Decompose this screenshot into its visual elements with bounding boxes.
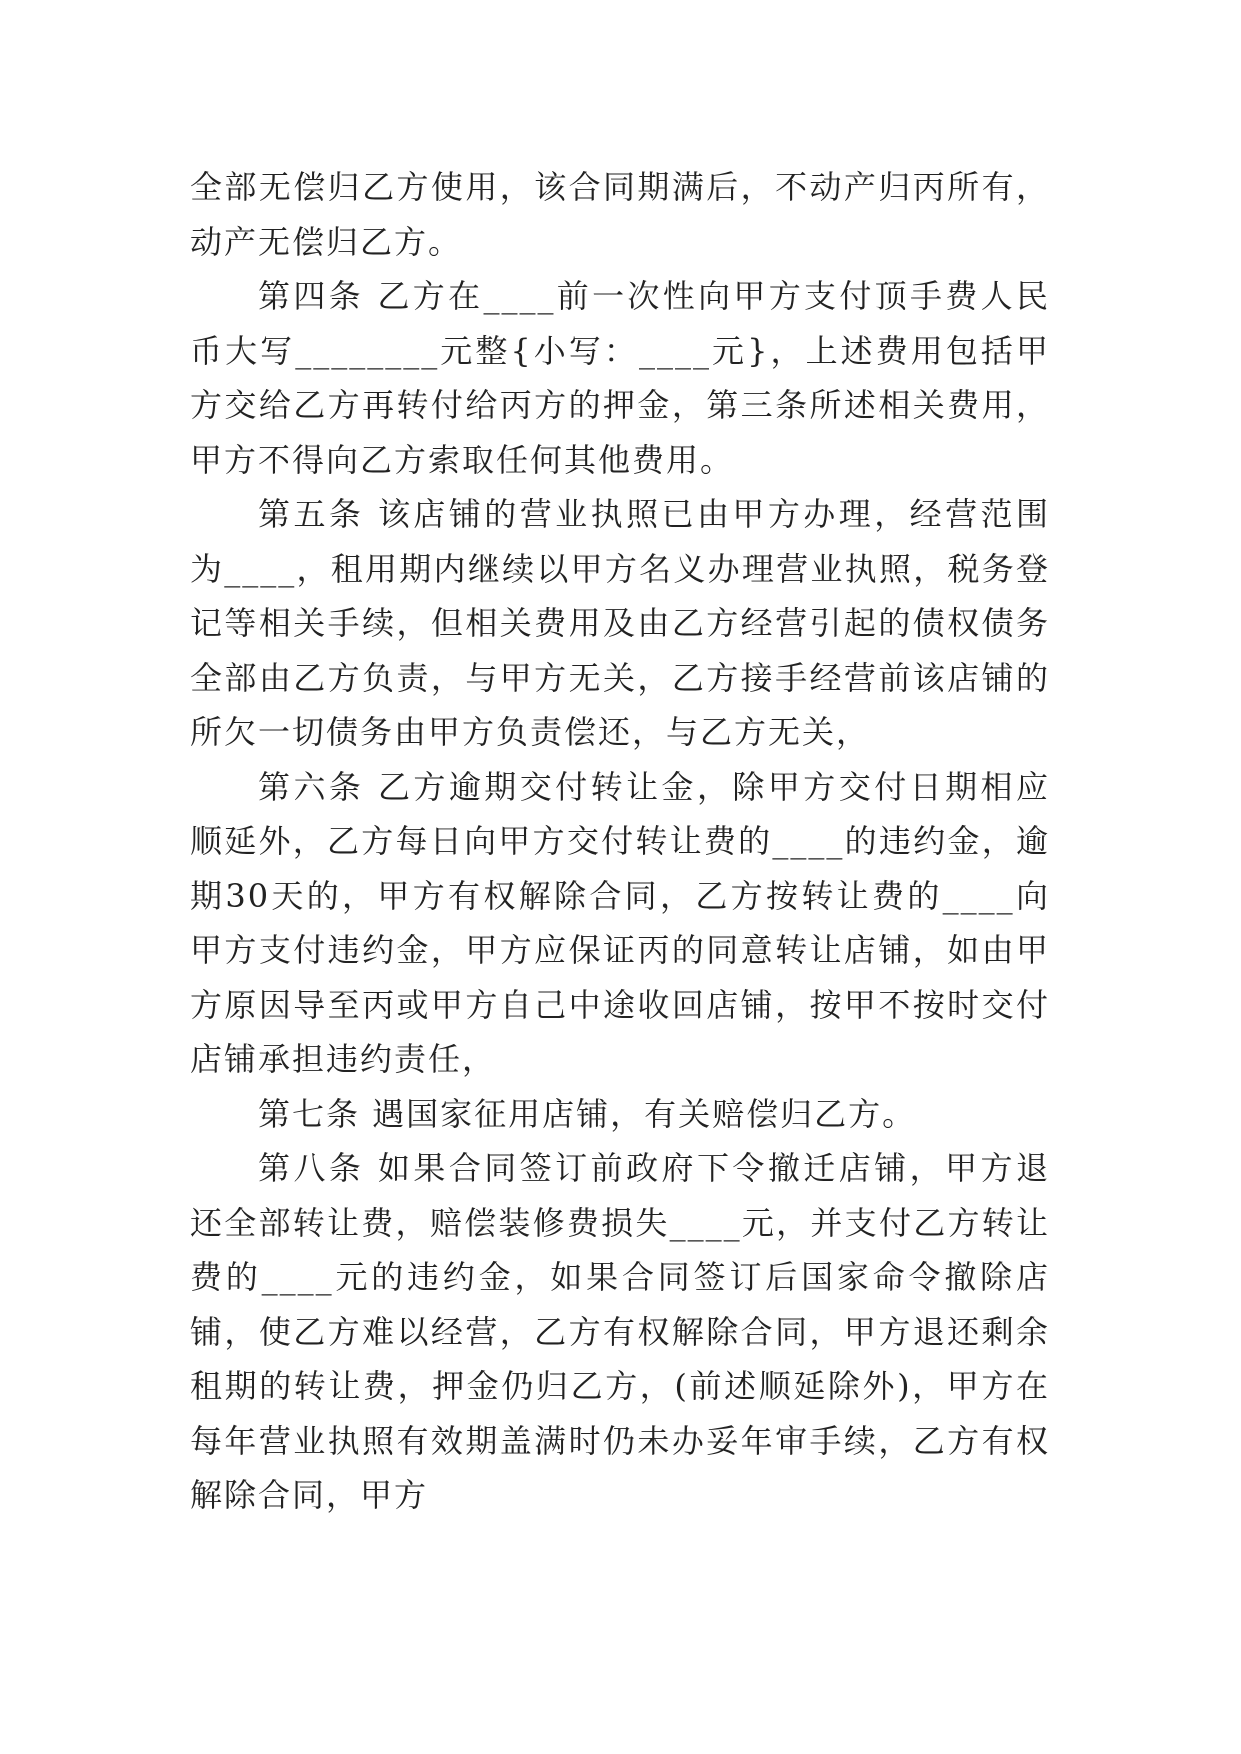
paragraph-article-5: 第五条 该店铺的营业执照已由甲方办理，经营范围为____，租用期内继续以甲方名义办理营业执照，税务登记等相关手续，但相关费用及由乙方经营引起的债权债务全部由乙方负责，与甲方无关，乙方接手经营前该店铺的所欠一切债务由甲方负责偿还，与乙方无关， bbox=[190, 495, 1050, 751]
paragraph-article-4: 第四条 乙方在____前一次性向甲方支付顶手费人民币大写________元整{小写：____元}，上述费用包括甲方交给乙方再转付给丙方的押金，第三条所述相关费用，甲方不得向乙方索取任何其他费用。 bbox=[190, 277, 1050, 479]
document-body bbox=[190, 160, 1050, 1523]
paragraph-article-8: 第八条 如果合同签订前政府下令撤迁店铺，甲方退还全部转让费，赔偿装修费损失____元，并支付乙方转让费的____元的违约金，如果合同签订后国家命令撤除店铺，使乙方难以经营，乙方有权解除合同，甲方退还剩余租期的转让费，押金仍归乙方，(前述顺延除外)，甲方在每年营业执照有效期盖满时仍未办妥年审手续，乙方有权解除合同，甲方 bbox=[190, 1149, 1050, 1514]
paragraph-continuation: 全部无偿归乙方使用，该合同期满后，不动产归丙所有，动产无偿归乙方。 bbox=[190, 168, 1050, 261]
paragraph-article-7: 第七条 遇国家征用店铺，有关赔偿归乙方。 bbox=[258, 1094, 917, 1133]
paragraph-article-6: 第六条 乙方逾期交付转让金，除甲方交付日期相应顺延外，乙方每日向甲方交付转让费的____的违约金，逾期30天的，甲方有权解除合同，乙方按转让费的____向甲方支付违约金，甲方应保证丙的同意转让店铺，如由甲方原因导至丙或甲方自己中途收回店铺，按甲不按时交付店铺承担违约责任， bbox=[190, 767, 1050, 1078]
